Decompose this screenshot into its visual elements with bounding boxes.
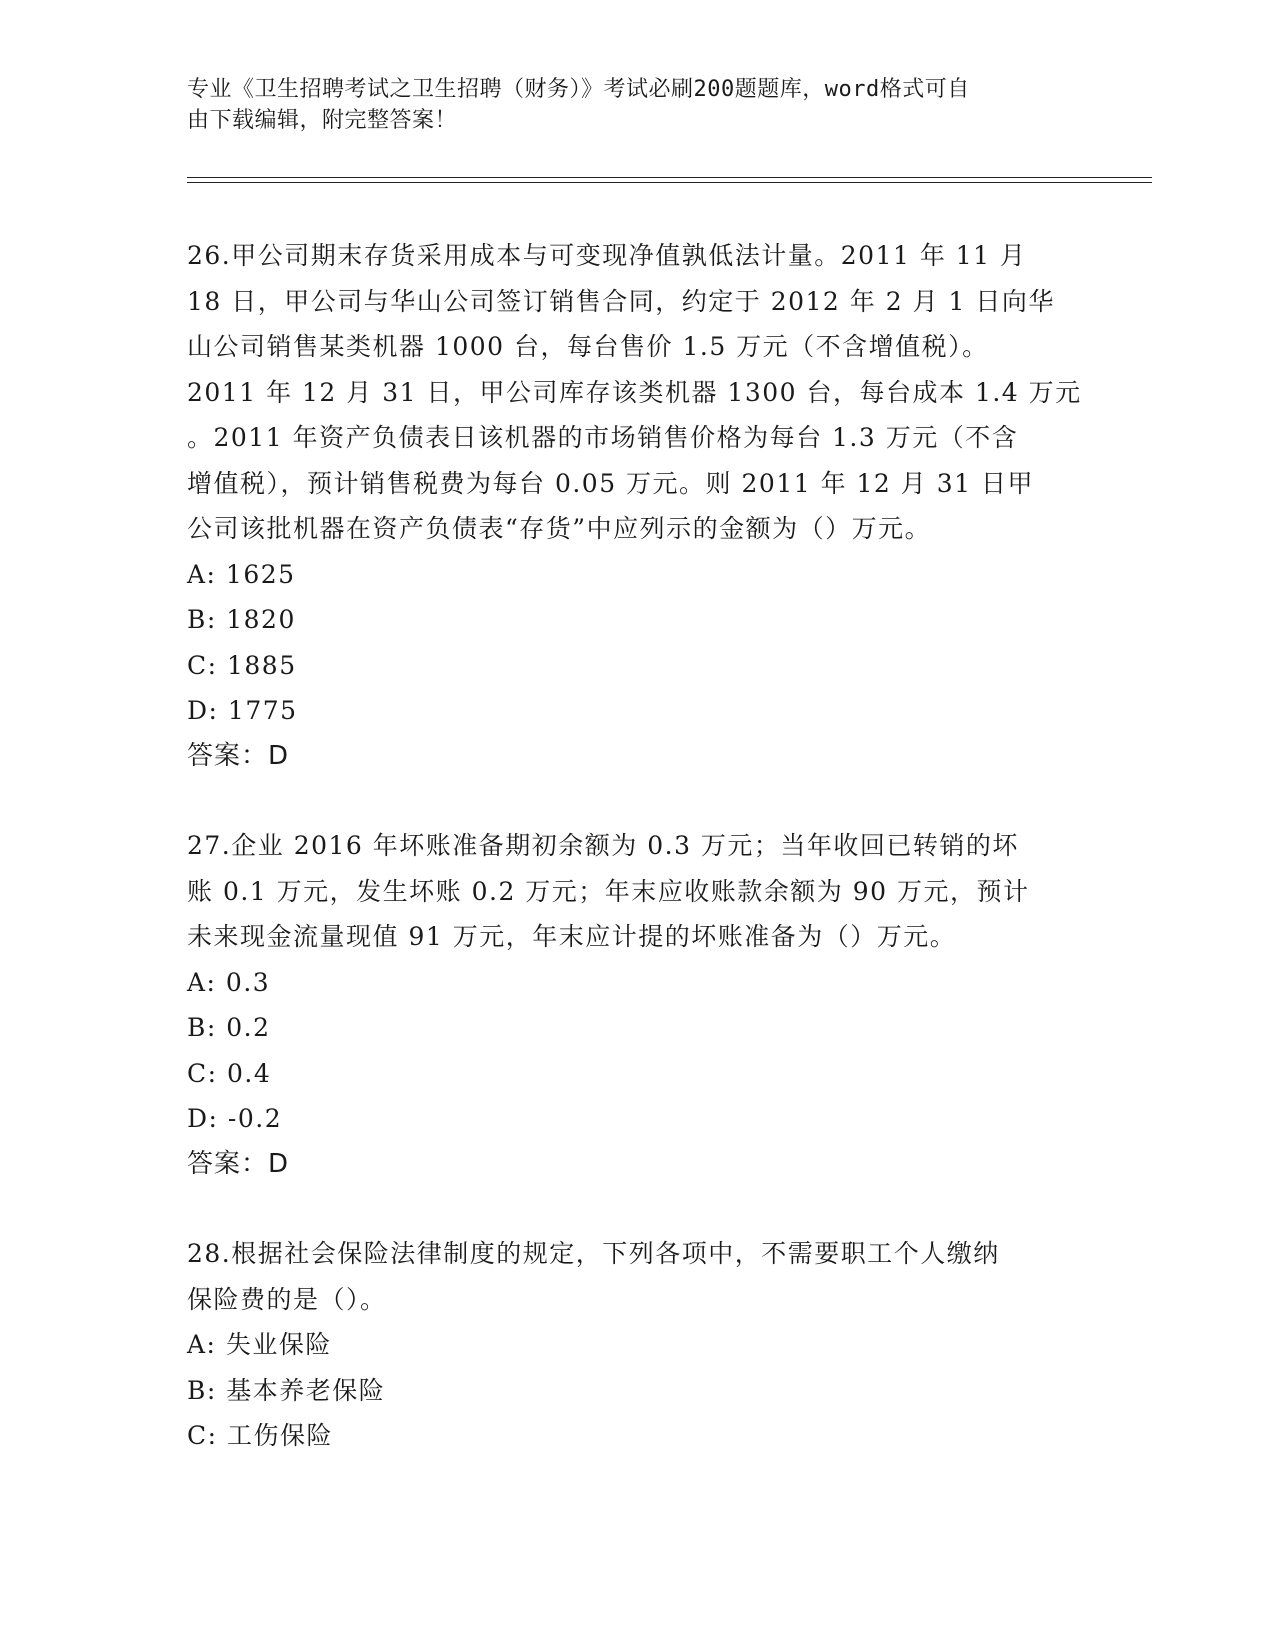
question-text-line: 28.根据社会保险法律制度的规定，下列各项中，不需要职工个人缴纳 [187,1239,1000,1268]
question-26-text [187,233,1087,552]
question-text-line: 保险费的是（）。 [187,1284,387,1314]
question-26 [187,233,1087,779]
question-text-line: 26.甲公司期末存货采用成本与可变现净值孰低法计量。2011 年 11 月 [187,241,1027,270]
question-text-line: 山公司销售某类机器 1000 台，每台售价 1.5 万元（不含增值税）。 [187,332,989,361]
option-b: B: 1820 [187,605,296,634]
header-line-2: 由下载编辑，附完整答案！ [187,108,458,133]
option-b: B: 基本养老保险 [187,1375,386,1405]
header-divider-bottom [187,182,1152,183]
question-28-text [187,1231,1087,1322]
header-divider-top [187,177,1152,178]
answer-label: 答案：D [187,1148,290,1179]
question-text-line: 。2011 年资产负债表日该机器的市场销售价格为每台 1.3 万元（不含 [187,423,1019,452]
question-text-line: 增值税），预计销售税费为每台 0.05 万元。则 2011 年 12 月 31 日甲 [187,468,1034,498]
question-27 [187,823,1087,1187]
answer-label: 答案：D [187,740,290,771]
question-text-line: 未来现金流量现值 91 万元，年末应计提的坏账准备为（）万元。 [187,922,957,951]
question-text-line: 公司该批机器在资产负债表“存货”中应列示的金额为（）万元。 [187,514,932,543]
option-d: D: -0.2 [187,1104,283,1133]
question-27-text [187,823,1087,960]
question-text-line: 27.企业 2016 年坏账准备期初余额为 0.3 万元；当年收回已转销的坏 [187,831,1019,860]
option-c: C: 1885 [187,650,297,680]
question-28 [187,1231,1087,1459]
option-b: B: 0.2 [187,1013,271,1042]
option-a: A: 失业保险 [187,1330,332,1359]
option-c: C: 工伤保险 [187,1421,333,1450]
option-d: D: 1775 [187,696,298,725]
document-header [187,74,1067,136]
option-c: C: 0.4 [187,1058,272,1088]
question-text-line: 2011 年 12 月 31 日，甲公司库存该类机器 1300 台，每台成本 1.4 万元 [187,377,1082,407]
option-a: A: 0.3 [187,967,271,997]
question-text-line: 账 0.1 万元，发生坏账 0.2 万元；年末应收账款余额为 90 万元，预计 [187,876,1030,906]
question-text-line: 18 日，甲公司与华山公司签订销售合同，约定于 2012 年 2 月 1 日向华 [187,286,1055,316]
option-a: A: 1625 [187,559,296,589]
header-line-1: 专业《卫生招聘考试之卫生招聘（财务）》考试必刷200题题库，word格式可自 [187,77,970,102]
